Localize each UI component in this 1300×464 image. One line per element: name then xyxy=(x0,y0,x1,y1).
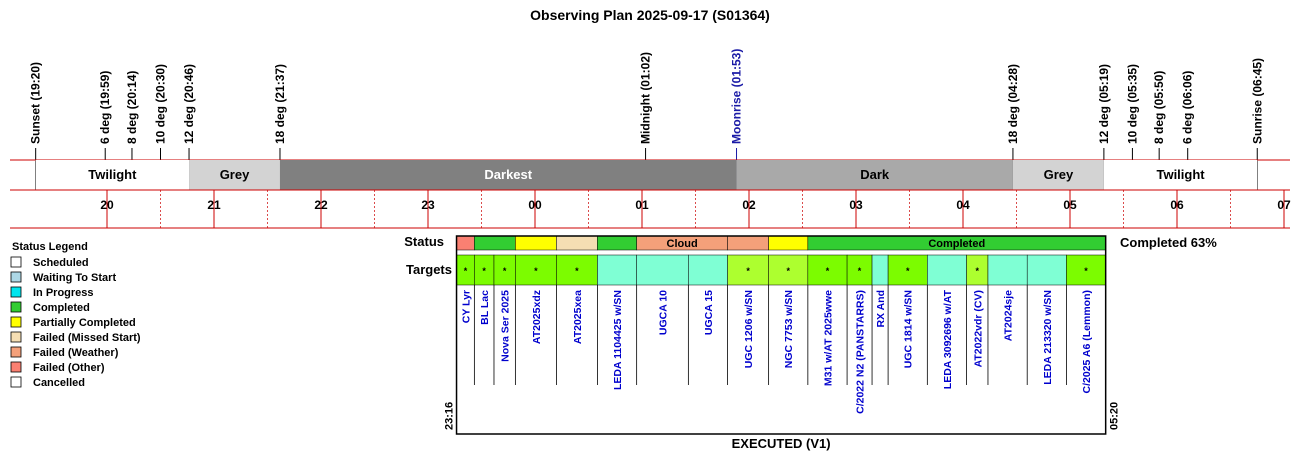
legend-label: Failed (Other) xyxy=(33,362,105,374)
legend-swatch-failed-missed-start xyxy=(11,332,21,342)
hour-label: 06 xyxy=(1170,198,1184,212)
target-name: C/2025 A6 (Lemmon) xyxy=(1081,290,1094,394)
hour-label: 07 xyxy=(1277,198,1291,212)
target-block-leda-1104425-w-sn[interactable] xyxy=(597,255,636,285)
event-label: 6 deg (06:06) xyxy=(1180,70,1195,144)
status-segment-partially-completed xyxy=(769,236,808,250)
target-name: NGC 7753 w/SN xyxy=(783,290,796,369)
target-name: Nova Ser 2025 xyxy=(499,290,512,362)
status-row xyxy=(457,236,1106,250)
target-name: UGCA 15 xyxy=(702,290,715,336)
target-name: AT2025xea xyxy=(571,290,584,345)
execution-end-time: 05:20 xyxy=(1108,401,1121,430)
legend-swatch-scheduled xyxy=(11,257,21,267)
hour-label: 02 xyxy=(742,198,756,212)
target-marker: * xyxy=(482,266,486,276)
target-block-at2024sje[interactable] xyxy=(988,255,1027,285)
target-names xyxy=(457,285,1106,414)
phase-label: Twilight xyxy=(1156,167,1205,182)
target-name: BL Lac xyxy=(479,290,492,325)
legend-swatch-failed-weather xyxy=(11,347,21,357)
execution-start-time: 23:16 xyxy=(443,401,456,430)
event-label: 18 deg (21:37) xyxy=(272,63,287,144)
status-segment-label: Completed xyxy=(928,238,986,250)
hour-label: 21 xyxy=(207,198,221,212)
status-row-label: Status xyxy=(404,234,444,249)
phase-label: Grey xyxy=(1043,167,1074,182)
target-marker: * xyxy=(534,266,538,276)
phase-label: Dark xyxy=(860,167,890,182)
target-marker: * xyxy=(786,266,790,276)
target-name: UGC 1206 w/SN xyxy=(743,290,756,369)
status-segment-failed-other xyxy=(457,236,475,250)
event-label: 12 deg (20:46) xyxy=(182,63,197,144)
executed-version-label: EXECUTED (V1) xyxy=(731,436,831,451)
phase-label: Twilight xyxy=(88,167,137,182)
phase-label: Grey xyxy=(219,167,250,182)
target-marker: * xyxy=(575,266,579,276)
event-label: 10 deg (20:30) xyxy=(153,63,168,144)
target-marker: * xyxy=(857,266,862,276)
target-block-ugca-15[interactable] xyxy=(688,255,727,285)
event-label: Sunrise (06:45) xyxy=(1250,57,1265,144)
legend-swatch-completed xyxy=(11,302,21,312)
target-block-leda-3092696-w-at[interactable] xyxy=(927,255,966,285)
twilight-phases xyxy=(36,160,1258,190)
target-name: UGCA 10 xyxy=(657,290,670,336)
legend-label: Scheduled xyxy=(33,257,89,269)
status-segment-partially-completed xyxy=(515,236,556,250)
legend-label: Completed xyxy=(33,302,90,314)
target-marker: * xyxy=(746,266,750,276)
target-block-leda-213320-w-sn[interactable] xyxy=(1027,255,1066,285)
target-marker: * xyxy=(463,266,468,276)
target-marker: * xyxy=(975,266,980,276)
hour-label: 04 xyxy=(956,198,970,212)
event-label: 8 deg (20:14) xyxy=(124,70,139,144)
target-name: M31 w/AT 2025wwe xyxy=(822,290,835,387)
legend-label: In Progress xyxy=(33,287,94,299)
event-label: Midnight (01:02) xyxy=(638,52,653,144)
target-block-ugca-10[interactable] xyxy=(637,255,689,285)
event-label: 8 deg (05:50) xyxy=(1152,70,1167,144)
target-name: UGC 1814 w/SN xyxy=(902,290,915,369)
legend-label: Waiting To Start xyxy=(33,272,117,284)
phase-label: Darkest xyxy=(484,167,533,182)
legend-title: Status Legend xyxy=(12,241,88,253)
status-legend xyxy=(11,241,141,389)
target-name: RX And xyxy=(875,290,888,328)
event-label: Moonrise (01:53) xyxy=(729,48,744,144)
hour-label: 03 xyxy=(849,198,863,212)
hour-axis xyxy=(100,190,1300,228)
event-label: 10 deg (05:35) xyxy=(1125,63,1140,144)
completion-percentage: Completed 63% xyxy=(1120,235,1217,250)
legend-swatch-waiting-to-start xyxy=(11,272,21,282)
target-marker: * xyxy=(905,266,910,276)
status-segment-completed xyxy=(474,236,515,250)
target-name: LEDA 213320 w/SN xyxy=(1041,290,1054,385)
target-block-rx-and[interactable] xyxy=(872,255,888,285)
target-name: AT2025xdz xyxy=(530,290,543,345)
legend-label: Cancelled xyxy=(33,377,85,389)
legend-swatch-in-progress xyxy=(11,287,21,297)
status-segment-failed-missed-start xyxy=(556,236,597,250)
legend-swatch-partially-completed xyxy=(11,317,21,327)
target-marker: * xyxy=(502,266,507,276)
target-name: LEDA 3092696 w/AT xyxy=(941,290,954,390)
legend-label: Failed (Weather) xyxy=(33,347,119,359)
hour-label: 20 xyxy=(100,198,114,212)
status-segment-completed xyxy=(597,236,636,250)
event-label: 12 deg (05:19) xyxy=(1096,63,1111,144)
legend-swatch-failed-other xyxy=(11,362,21,372)
legend-swatch-cancelled xyxy=(11,377,21,387)
target-marker: * xyxy=(825,266,830,276)
plan-title: Observing Plan 2025-09-17 (S01364) xyxy=(530,7,770,23)
legend-label: Failed (Missed Start) xyxy=(33,332,141,344)
target-name: CY Lyr xyxy=(460,290,473,324)
hour-label: 01 xyxy=(635,198,649,212)
target-name: LEDA 1104425 w/SN xyxy=(612,290,625,390)
target-marker: * xyxy=(1084,266,1088,276)
target-name: C/2022 N2 (PANSTARRS) xyxy=(854,290,867,414)
status-segment-failed-weather xyxy=(728,236,769,250)
hour-label: 05 xyxy=(1063,198,1077,212)
target-name: AT2022vdr (CV) xyxy=(972,290,985,368)
targets-row-label: Targets xyxy=(406,262,452,277)
event-label: 18 deg (04:28) xyxy=(1005,63,1020,144)
hour-label: 23 xyxy=(421,198,435,212)
target-name: AT2024sje xyxy=(1002,290,1015,342)
event-label: Sunset (19:20) xyxy=(28,61,43,144)
hour-label: 22 xyxy=(314,198,328,212)
hour-label: 00 xyxy=(528,198,542,212)
event-label: 6 deg (19:59) xyxy=(98,70,113,144)
targets-row xyxy=(457,255,1106,285)
legend-label: Partially Completed xyxy=(33,317,136,329)
status-segment-label: Cloud xyxy=(666,238,698,250)
